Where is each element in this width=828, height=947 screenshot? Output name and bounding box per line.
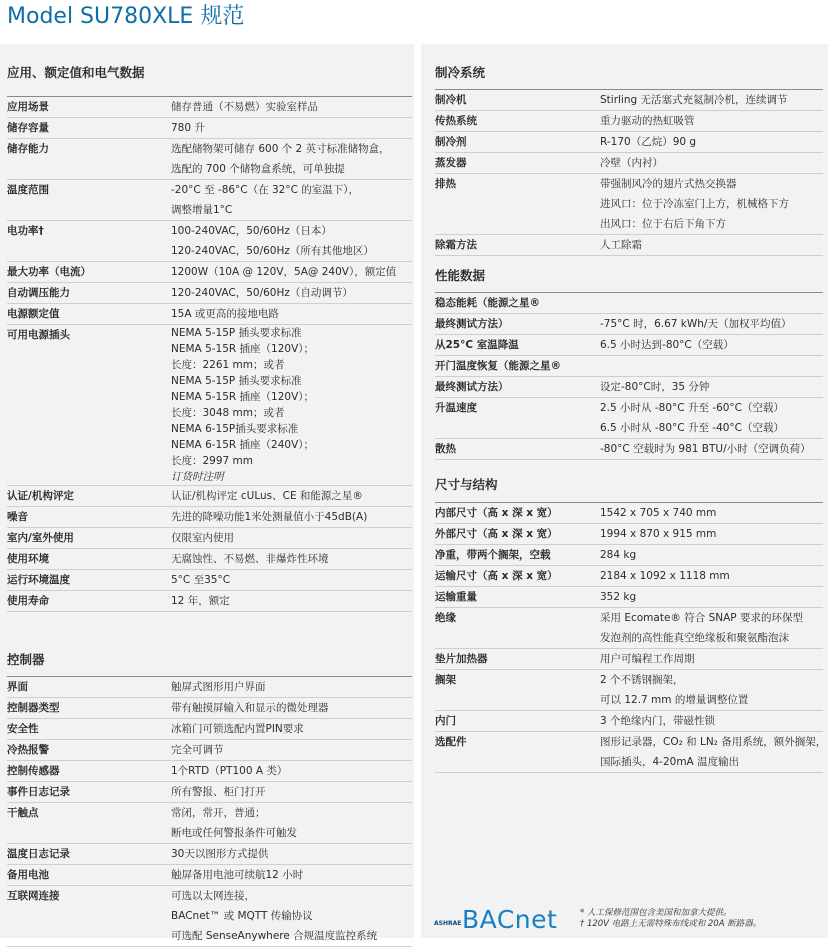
- spec-row: [435, 153, 823, 174]
- spec-value-line: NEMA 5-15P 插头要求标准: [171, 375, 302, 387]
- section-title-electrical: 应用、额定值和电气数据: [7, 65, 145, 80]
- spec-label: 温度日志记录: [7, 848, 70, 860]
- spec-value-line: -80°C 空载时为 981 BTU/小时（空调负荷）: [600, 443, 811, 455]
- spec-value: [171, 570, 412, 590]
- spec-value-line: 2 个不锈钢搁架，: [600, 674, 684, 686]
- spec-value-line: 6.5 小时达到-80°C（空载）: [600, 339, 734, 351]
- spec-value: [600, 377, 823, 397]
- spec-value: [600, 90, 823, 110]
- spec-label: 垫片加热器: [435, 653, 488, 665]
- spec-label: 使用寿命: [7, 595, 49, 607]
- spec-label: 自动调压能力: [7, 287, 70, 299]
- spec-value-line: 选配的 700 个储物盒系统，可单独提: [171, 163, 345, 175]
- section-title-performance: 性能数据: [435, 268, 486, 283]
- spec-value-line: 15A 或更高的接地电路: [171, 308, 279, 320]
- spec-row: [7, 507, 412, 528]
- spec-value-line: 冰箱门可锁选配内置PIN要求: [171, 723, 304, 735]
- spec-value: [171, 180, 412, 220]
- spec-value-line: 120-240VAC，50/60Hz（所有其他地区）: [171, 245, 374, 257]
- spec-value-line: 图形记录器，CO₂ 和 LN₂ 备用系统，额外搁架，: [600, 736, 827, 748]
- spec-value-line: 带强制风冷的翅片式热交换器: [600, 178, 737, 190]
- spec-value-line: 先进的降噪功能1米处测量值小于45dB(A): [171, 511, 368, 523]
- spec-value-line: 仅限室内使用: [171, 532, 234, 544]
- spec-value: [600, 503, 823, 523]
- spec-value: [171, 118, 412, 138]
- spec-value-line: 冷壁（内衬）: [600, 157, 663, 169]
- spec-row: [7, 865, 412, 886]
- spec-row: [7, 740, 412, 761]
- spec-label: 互联网连接: [7, 890, 60, 902]
- spec-value-line: 可选以太网连接，: [171, 890, 255, 902]
- spec-row: [7, 283, 412, 304]
- spec-label: 控制器类型: [7, 702, 60, 714]
- spec-value-line: 可以 12.7 mm 的增量调整位置: [600, 694, 749, 706]
- spec-label: 升温速度: [435, 402, 477, 414]
- spec-label: 传热系统: [435, 115, 477, 127]
- spec-label: 备用电池: [7, 869, 49, 881]
- spec-value-line: Stirling 无活塞式充氦制冷机，连续调节: [600, 94, 788, 106]
- spec-label: 运行环境温度: [7, 574, 70, 586]
- spec-value: [171, 886, 412, 946]
- spec-value: [171, 591, 412, 611]
- spec-value-line: 调整增量1°C: [171, 204, 233, 216]
- spec-label: 开门温度恢复（能源之星®: [435, 360, 561, 372]
- spec-value-line: -75°C 时，6.67 kWh/天（加权平均值）: [600, 318, 792, 330]
- spec-row: [7, 221, 412, 262]
- bacnet-logo: [434, 905, 564, 935]
- spec-value-line: 100-240VAC，50/60Hz（日本）: [171, 225, 332, 237]
- spec-value-line: 长度：2997 mm: [171, 455, 254, 467]
- spec-label: 最大功率（电流）: [7, 266, 91, 278]
- spec-value: [171, 304, 412, 324]
- spec-value-line: 1542 x 705 x 740 mm: [600, 507, 717, 519]
- spec-label: 内部尺寸（高 x 深 x 宽）: [435, 507, 558, 519]
- spec-row: [7, 118, 412, 139]
- electrical-table: [7, 96, 412, 612]
- spec-value-line: 国际插头，4-20mA 温度输出: [600, 756, 740, 768]
- spec-value: [600, 608, 823, 648]
- spec-value-line: NEMA 5-15R 插座（120V）；: [171, 343, 315, 355]
- spec-value-line: 认证/机构评定 cULus、CE 和能源之星®: [171, 490, 363, 502]
- spec-value: [600, 566, 823, 586]
- spec-row: [7, 677, 412, 698]
- spec-label: 可用电源插头: [7, 329, 70, 341]
- spec-value-line: 选配储物架可储存 600 个 2 英寸标准储物盒，: [171, 143, 390, 155]
- spec-label: 散热: [435, 443, 456, 455]
- spec-value-line: 30天以图形方式提供: [171, 848, 269, 860]
- spec-value: [171, 97, 412, 117]
- spec-row: [435, 608, 823, 649]
- spec-value-line: [600, 356, 823, 376]
- spec-value: [600, 356, 823, 376]
- spec-value: [171, 719, 412, 739]
- spec-value: [600, 293, 823, 313]
- spec-label: 净重，带两个搁架，空载: [435, 549, 551, 561]
- spec-value-line: 长度：2261 mm；或者: [171, 359, 285, 371]
- spec-label: 界面: [7, 681, 28, 693]
- spec-value: [600, 174, 823, 234]
- spec-row: [435, 545, 823, 566]
- spec-row: [435, 566, 823, 587]
- spec-label: 冷热报警: [7, 744, 49, 756]
- spec-row: [7, 97, 412, 118]
- spec-row: [7, 486, 412, 507]
- spec-row: [435, 314, 823, 335]
- spec-value: [600, 111, 823, 131]
- spec-row: [435, 174, 823, 235]
- spec-value: [600, 439, 823, 459]
- footnote-circuit: † 120V 电路上无需特殊布线或和 20A 断路器。: [580, 919, 762, 929]
- spec-value: [600, 587, 823, 607]
- spec-value-line: [600, 293, 823, 313]
- footnotes: [580, 908, 761, 930]
- spec-value-line: 780 升: [171, 122, 205, 134]
- spec-label: 最终测试方法）: [435, 381, 509, 393]
- spec-value-line: 2184 x 1092 x 1118 mm: [600, 570, 730, 582]
- spec-label: 排热: [435, 178, 456, 190]
- spec-label: 蒸发器: [435, 157, 467, 169]
- spec-value: [171, 221, 412, 261]
- spec-value: [171, 283, 412, 303]
- spec-value-line: 用户可编程工作周期: [600, 653, 695, 665]
- spec-row: [7, 803, 412, 844]
- spec-label: 使用环境: [7, 553, 49, 565]
- spec-row: [435, 90, 823, 111]
- spec-value: [600, 670, 823, 710]
- spec-row: [435, 732, 827, 773]
- spec-value: [171, 139, 412, 179]
- spec-value-line: 所有警报、柜门打开: [171, 786, 266, 798]
- section-title-controller: 控制器: [7, 652, 45, 667]
- spec-value-line: 12 年，额定: [171, 595, 230, 607]
- spec-value: [171, 262, 412, 282]
- spec-value: [600, 711, 823, 731]
- spec-value-line: NEMA 5-15R 插座（120V）；: [171, 391, 315, 403]
- spec-row: [435, 377, 823, 398]
- spec-row: [435, 293, 823, 314]
- spec-label: 最终测试方法）: [435, 318, 509, 330]
- spec-row: [435, 649, 823, 670]
- refrigeration-table: [435, 89, 823, 256]
- spec-label: 事件日志记录: [7, 786, 70, 798]
- spec-row: [435, 711, 823, 732]
- spec-value-line: 284 kg: [600, 549, 637, 561]
- section-title-dimensions: 尺寸与结构: [435, 477, 498, 492]
- spec-label: 制冷剂: [435, 136, 467, 148]
- spec-row: [435, 356, 823, 377]
- spec-value: [171, 782, 412, 802]
- spec-label: 从25°C 室温降温: [435, 339, 519, 351]
- spec-label: 电功率†: [7, 225, 44, 237]
- spec-label: 运输重量: [435, 591, 477, 603]
- spec-value: [171, 740, 412, 760]
- dimensions-table: [435, 502, 827, 773]
- spec-value: [600, 649, 823, 669]
- spec-value: [171, 761, 412, 781]
- spec-label: 储存容量: [7, 122, 49, 134]
- spec-label: 除霜方法: [435, 239, 477, 251]
- spec-value-line: 2.5 小时从 -80°C 升至 -60°C（空载）: [600, 402, 785, 414]
- spec-row: [7, 549, 412, 570]
- spec-row: [435, 398, 823, 439]
- spec-value-line: 带有触摸屏输入和显示的微处理器: [171, 702, 329, 714]
- spec-row: [7, 325, 412, 486]
- spec-label: 内门: [435, 715, 456, 727]
- spec-label: 干触点: [7, 807, 39, 819]
- spec-row: [7, 139, 412, 180]
- spec-value-line: 长度：3048 mm；或者: [171, 407, 285, 419]
- spec-value-line: 断电或任何警报条件可触发: [171, 827, 297, 839]
- spec-value: [171, 507, 412, 527]
- spec-label: 绝缘: [435, 612, 456, 624]
- spec-row: [7, 719, 412, 740]
- spec-value: [171, 865, 412, 885]
- spec-label: 温度范围: [7, 184, 49, 196]
- spec-value-line: -20°C 至 -86°C（在 32°C 的室温下），: [171, 184, 360, 196]
- spec-value-line: 1200W（10A @ 120V，5A@ 240V），额定值: [171, 266, 397, 278]
- spec-value: [171, 677, 412, 697]
- spec-row: [7, 698, 412, 719]
- spec-value-line: 1个RTD（PT100 A 类）: [171, 765, 288, 777]
- spec-label: 电源额定值: [7, 308, 60, 320]
- spec-value: [171, 803, 412, 843]
- spec-value: [171, 486, 412, 506]
- spec-value-line: 无腐蚀性、不易燃、非爆炸性环境: [171, 553, 329, 565]
- spec-value-line: 采用 Ecomate® 符合 SNAP 要求的环保型: [600, 612, 803, 624]
- spec-row: [435, 439, 823, 460]
- spec-label: 外部尺寸（高 x 深 x 宽）: [435, 528, 558, 540]
- controller-table: [7, 676, 412, 947]
- spec-row: [7, 570, 412, 591]
- spec-row: [7, 180, 412, 221]
- spec-value: [171, 698, 412, 718]
- spec-value-line: NEMA 6-15P插头要求标准: [171, 423, 299, 435]
- spec-value: [600, 732, 827, 772]
- spec-value-line: 订货时注明: [171, 471, 224, 483]
- spec-value-line: 重力驱动的热虹吸管: [600, 115, 695, 127]
- spec-value-line: 常闭，常开，普通；: [171, 807, 266, 819]
- spec-value-line: 6.5 小时从 -80°C 升至 -40°C（空载）: [600, 422, 785, 434]
- spec-value-line: 储存普通（不易燃）实验室样品: [171, 101, 318, 113]
- spec-label: 控制传感器: [7, 765, 60, 777]
- spec-value-line: 出风口：位于右后下角下方: [600, 218, 726, 230]
- spec-row: [7, 304, 412, 325]
- spec-value-line: 发泡剂的高性能真空绝缘板和聚氨酯泡沫: [600, 632, 789, 644]
- spec-value-line: 设定-80°C时，35 分钟: [600, 381, 710, 393]
- spec-label: 搁架: [435, 674, 456, 686]
- performance-table: [435, 292, 823, 460]
- spec-value-line: BACnet™ 或 MQTT 传输协议: [171, 910, 313, 922]
- spec-label: 认证/机构评定: [7, 490, 74, 502]
- spec-row: [435, 503, 823, 524]
- spec-value-line: 3 个绝缘内门，带磁性锁: [600, 715, 716, 727]
- spec-value-line: 触屏备用电池可续航12 小时: [171, 869, 304, 881]
- spec-value: [600, 235, 823, 255]
- spec-row: [435, 235, 823, 256]
- page-title: Model SU780XLE 规范: [7, 4, 245, 29]
- spec-value: [600, 314, 823, 334]
- spec-value-line: 120-240VAC，50/60Hz（自动调节）: [171, 287, 353, 299]
- spec-value: [171, 549, 412, 569]
- spec-value-line: NEMA 6-15R 插座（240V）；: [171, 439, 315, 451]
- spec-value: [600, 153, 823, 173]
- spec-label: 应用场景: [7, 101, 49, 113]
- spec-value: [600, 335, 823, 355]
- spec-value-line: 完全可调节: [171, 744, 224, 756]
- spec-label: 运输尺寸（高 x 深 x 宽）: [435, 570, 558, 582]
- spec-label: 安全性: [7, 723, 39, 735]
- spec-row: [7, 528, 412, 549]
- left-column: [0, 44, 414, 942]
- spec-value-line: 5°C 至35°C: [171, 574, 231, 586]
- spec-value-line: 352 kg: [600, 591, 637, 603]
- spec-label: 制冷机: [435, 94, 467, 106]
- spec-value: [600, 524, 823, 544]
- spec-value-line: 可选配 SenseAnywhere 合规温度监控系统: [171, 930, 378, 942]
- spec-label: 储存能力: [7, 143, 49, 155]
- spec-row: [435, 587, 823, 608]
- spec-value: [600, 545, 823, 565]
- spec-value: [171, 844, 412, 864]
- spec-value-line: 进风口：位于冷冻室门上方，机械格下方: [600, 198, 789, 210]
- spec-row: [7, 262, 412, 283]
- spec-value: [171, 528, 412, 548]
- spec-value-line: NEMA 5-15P 插头要求标准: [171, 327, 302, 339]
- spec-row: [435, 670, 823, 711]
- spec-label: 选配件: [435, 736, 467, 748]
- right-column: [421, 44, 828, 938]
- spec-row: [435, 132, 823, 153]
- spec-row: [435, 524, 823, 545]
- spec-value: [600, 132, 823, 152]
- spec-value: [600, 398, 823, 438]
- spec-value-line: 1994 x 870 x 915 mm: [600, 528, 717, 540]
- spec-label: 室内/室外使用: [7, 532, 74, 544]
- spec-label: 噪音: [7, 511, 28, 523]
- spec-row: [7, 591, 412, 612]
- spec-value-line: R-170（乙烷）90 g: [600, 136, 697, 148]
- footnote-warranty: * 人工保修范围包含美国和加拿大提供。: [580, 908, 732, 918]
- spec-value-line: 人工除霜: [600, 239, 642, 251]
- spec-value-line: 触屏式图形用户界面: [171, 681, 266, 693]
- spec-row: [7, 844, 412, 865]
- spec-row: [7, 761, 412, 782]
- ashrae-logo: ASHRAE: [434, 920, 462, 927]
- spec-row: [7, 782, 412, 803]
- section-title-refrigeration: 制冷系统: [435, 65, 486, 80]
- spec-row: [435, 335, 823, 356]
- spec-label: 稳态能耗（能源之星®: [435, 297, 540, 309]
- spec-row: [435, 111, 823, 132]
- bacnet-wordmark: BACnet: [462, 905, 558, 934]
- spec-value: [171, 325, 412, 485]
